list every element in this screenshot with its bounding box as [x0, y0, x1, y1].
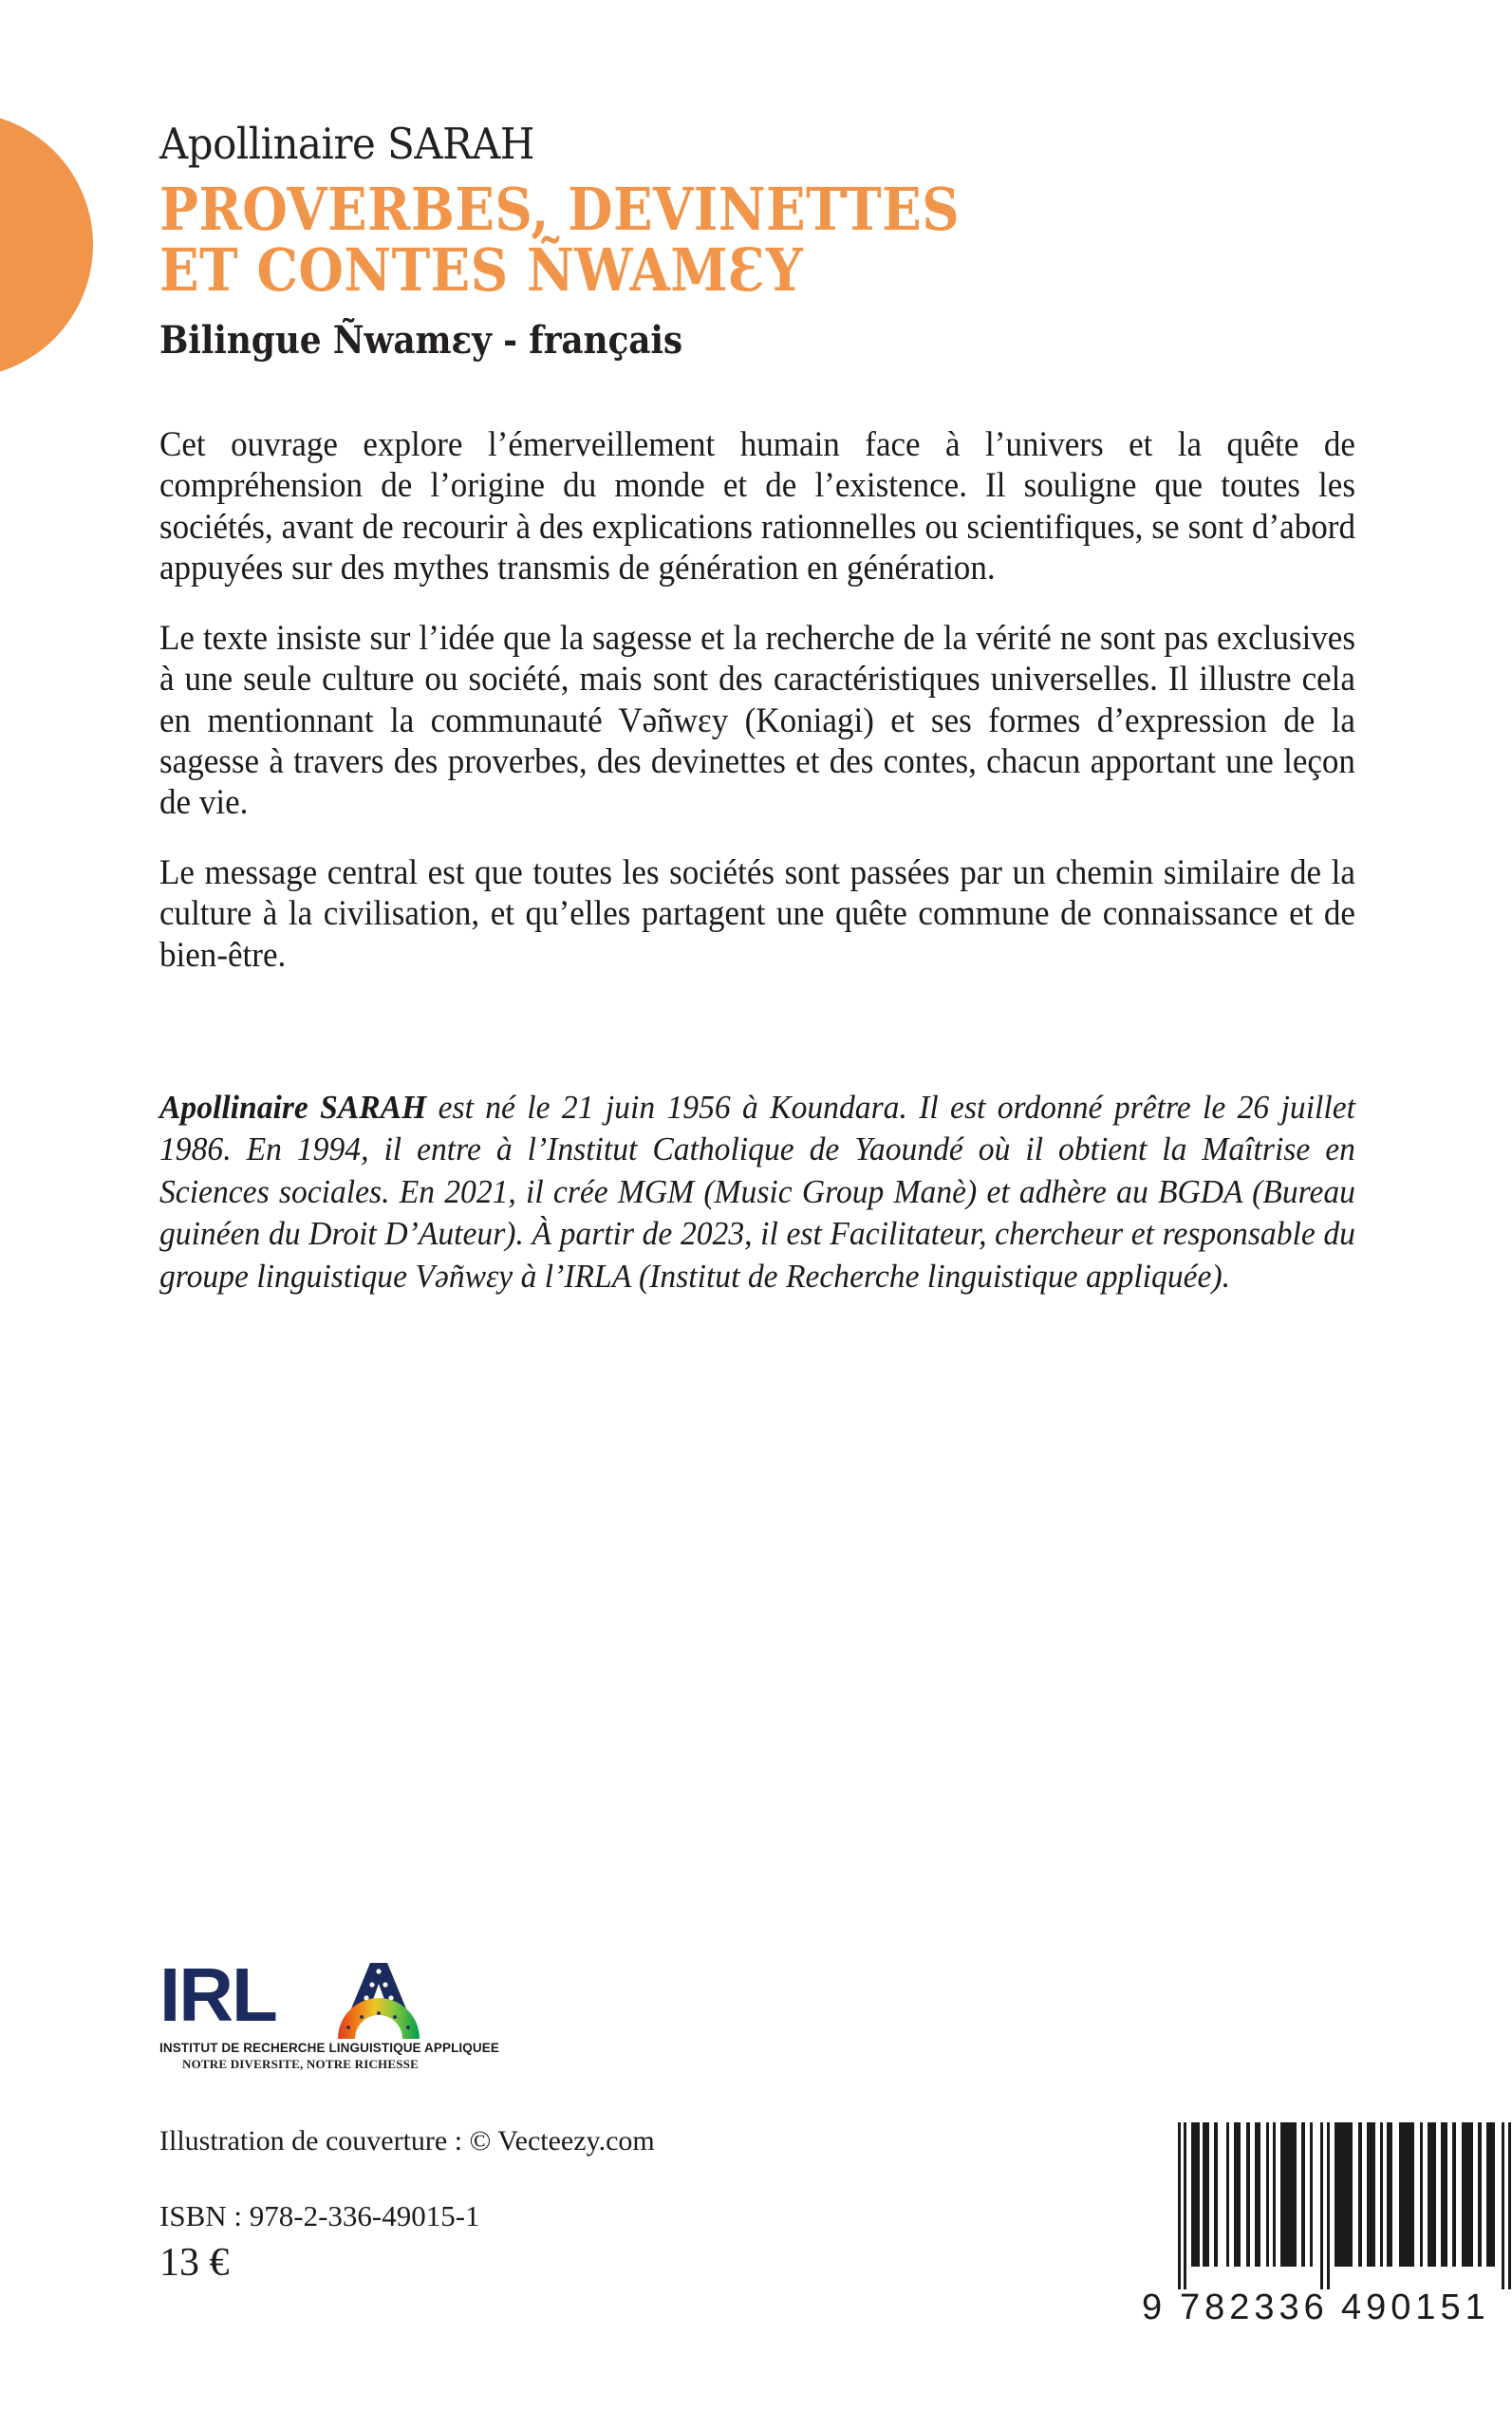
barcode-right-group: 490151 [1341, 2288, 1490, 2327]
back-cover-content [159, 0, 1490, 2409]
title-line-1: PROVERBES, DEVINETTES [159, 175, 961, 245]
book-subtitle: Bilingue Ñwamɛy - français [159, 317, 683, 363]
author-biography-body: est né le 21 juin 1956 à Koundara. Il est ordonné prêtre le 26 juillet 1986. En 1994, il entre à l’Institut Catholique de Yaoundé où il obtient la Maîtrise en Sciences sociales. En 2021, il crée MGM (Music Group Manè) et adhère au BGDA (Bureau guinéen du Droit D’Auteur). À partir de 2023, il est Facilitateur, chercheur et responsable du groupe linguistique Vəñwɛy à l’IRLA (Institut de Recherche linguistique appliquée). [159, 1089, 1355, 1295]
author-biography [159, 1087, 1357, 1298]
barcode-bars-icon [1142, 2122, 1512, 2289]
irla-wordmark: IRL [159, 1952, 276, 2037]
blurb-paragraph: Cet ouvrage explore l’émerveillement humain face à l’univers et la quête de compréhension de l’origine du monde et de l’existence. Il souligne que toutes les sociétés, avant de recourir à des explications rationnelles ou scientifiques, se sont d’abord appuyées sur des mythes transmis de génération en génération. [159, 423, 1355, 588]
decorative-orange-corner-shape [0, 112, 93, 378]
barcode-digits [1142, 2288, 1512, 2328]
footer-block [159, 2124, 824, 2288]
barcode-left-group: 782336 [1180, 2288, 1329, 2327]
title-line-2: ET CONTES ÑWAMƐY [159, 235, 804, 306]
irla-logo-mark [159, 1952, 444, 2039]
book-title [159, 175, 1357, 306]
irla-logo-subtitle-primary: INSTITUT DE RECHERCHE LINGUISTIQUE APPLIQUEE [159, 2041, 499, 2055]
barcode [1142, 2122, 1512, 2328]
illustration-credit: Illustration de couverture : © Vecteezy.com [159, 2125, 655, 2157]
author-biography-lead: Apollinaire SARAH [159, 1089, 427, 1127]
blurb-section [159, 423, 1357, 975]
barcode-lead-digit: 9 [1142, 2288, 1164, 2327]
blurb-paragraph: Le texte insiste sur l’idée que la sagesse et la recherche de la vérité ne sont pas exclusives à une seule culture ou société, mais sont des caractéristiques universelles. Il illustre cela en mentionnant la communauté Vəñwɛy (Koniagi) et ses formes d’expression de la sagesse à travers des proverbes, des devinettes et des contes, chacun apportant une leçon de vie. [159, 617, 1355, 822]
irla-logo-tagline: NOTRE DIVERSITE, NOTRE RICHESSE [182, 2057, 419, 2071]
author-biography-text [159, 1087, 1355, 1298]
isbn-number: ISBN : 978-2-336-49015-1 [159, 2199, 480, 2232]
blurb-paragraph: Le message central est que toutes les sociétés sont passées par un chemin similaire de la culture à la civilisation, et qu’elles partagent une quête commune de connaissance et de bien-être. [159, 851, 1355, 974]
price-label: 13 € [159, 2241, 230, 2286]
irla-logo-a-icon [332, 1959, 442, 2039]
author-name: Apollinaire SARAH [159, 119, 534, 169]
publisher-logo [159, 1952, 499, 2072]
